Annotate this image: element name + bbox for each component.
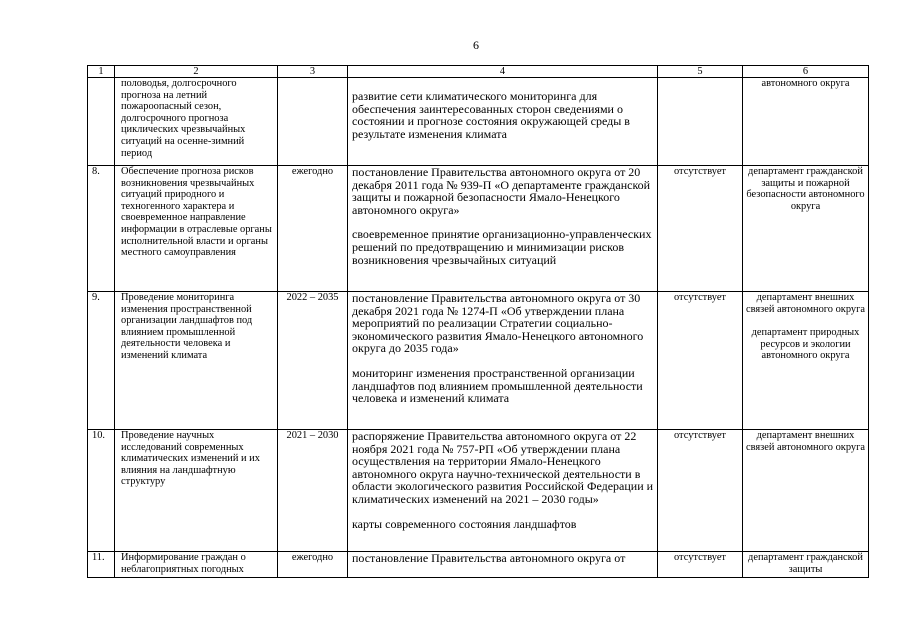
- row-number: 10.: [88, 430, 115, 552]
- column-header: 1: [88, 66, 115, 78]
- column-header: 4: [348, 66, 658, 78]
- measure-executor: департамент гражданской защиты и пожарной безопасности автономного округа: [743, 166, 869, 292]
- measure-basis: распоряжение Правительства автономного округа от 22 ноября 2021 года № 757-РП «Об утверждении плана осуществления на территории Ямало-Ненецкого автономного округа научно-технической деятельности в области экологического развития Российской Федерации и климатических изменений на 2021 – 2030 годы»: [352, 429, 654, 506]
- measure-term: 2022 – 2035: [278, 292, 348, 430]
- measure-funding: отсутствует: [658, 552, 743, 578]
- table-row: [88, 292, 869, 430]
- measure-executor: автономного округа: [743, 78, 869, 166]
- measure-term: ежегодно: [278, 166, 348, 292]
- measure-basis-cell: [348, 430, 658, 552]
- measure-result: мониторинг изменения пространственной организации ландшафтов под влиянием промышленной деятельности человека и изменений климата: [352, 365, 643, 406]
- measure-funding: отсутствует: [658, 292, 743, 430]
- measure-term: ежегодно: [278, 552, 348, 578]
- measures-table: [87, 65, 869, 578]
- row-number: 8.: [88, 166, 115, 292]
- measure-result: карты современного состояния ландшафтов: [352, 516, 577, 531]
- measure-basis-cell: [348, 166, 658, 292]
- measure-term: 2021 – 2030: [278, 430, 348, 552]
- measure-name: половодья, долгосрочного прогноза на летний пожароопасный сезон, долгосрочного прогноза циклических чрезвычайных ситуаций на осенне-зимний период: [115, 78, 278, 166]
- measure-result: своевременное принятие организационно-управленческих решений по предотвращению и минимизации рисков возникновения чрезвычайных ситуаций: [352, 227, 652, 267]
- row-number: [88, 78, 115, 166]
- row-number: 9.: [88, 292, 115, 430]
- table-row: [88, 552, 869, 578]
- table-row: [88, 166, 869, 292]
- column-header: 3: [278, 66, 348, 78]
- table-row: [88, 78, 869, 166]
- measure-basis: постановление Правительства автономного округа от: [348, 552, 658, 578]
- measure-name: Проведение научных исследований современных климатических изменений и их влияния на ландшафтную структуру: [115, 430, 278, 552]
- measure-basis-cell: [348, 292, 658, 430]
- measure-funding: отсутствует: [658, 430, 743, 552]
- measure-result: развитие сети климатического мониторинга для обеспечения заинтересованных сторон сведениями о состоянии и прогнозе состояния окружающей среды в результате изменения климата: [352, 89, 630, 141]
- measure-basis: постановление Правительства автономного округа от 20 декабря 2011 года № 939-П «О департаменте гражданской защиты и пожарной безопасности Ямало-Ненецкого автономного округа»: [352, 165, 651, 217]
- measure-term: [278, 78, 348, 166]
- column-header: 2: [115, 66, 278, 78]
- measure-basis-cell: [348, 78, 658, 166]
- measure-basis: постановление Правительства автономного округа от 30 декабря 2021 года № 1274-П «Об утверждении плана мероприятий по реализации Стратегии социально-экономического развития Ямало-Ненецкого автономного округа до 2035 года»: [352, 291, 644, 356]
- measure-name: Проведение мониторинга изменения пространственной организации ландшафтов под влиянием промышленной деятельности человека и изменений климата: [115, 292, 278, 430]
- measure-executor-secondary: департамент природных ресурсов и экологии автономного округа: [751, 327, 860, 362]
- table-header-row: [88, 66, 869, 78]
- measure-name: Обеспечение прогноза рисков возникновения чрезвычайных ситуаций природного и техногенного характера и своевременное направление информации в отраслевые органы исполнительной власти и органы местного самоуправления: [115, 166, 278, 292]
- measure-funding: [658, 78, 743, 166]
- measure-funding: отсутствует: [658, 166, 743, 292]
- measure-executor: департамент внешних связей автономного округа: [746, 292, 865, 315]
- measure-executor-cell: [743, 292, 869, 430]
- page-number: 6: [473, 38, 479, 52]
- measure-executor: департамент внешних связей автономного округа: [743, 430, 869, 552]
- measure-name: Информирование граждан о неблагоприятных погодных: [115, 552, 278, 578]
- column-header: 6: [743, 66, 869, 78]
- column-header: 5: [658, 66, 743, 78]
- measure-executor: департамент гражданской защиты: [743, 552, 869, 578]
- table-row: [88, 430, 869, 552]
- row-number: 11.: [88, 552, 115, 578]
